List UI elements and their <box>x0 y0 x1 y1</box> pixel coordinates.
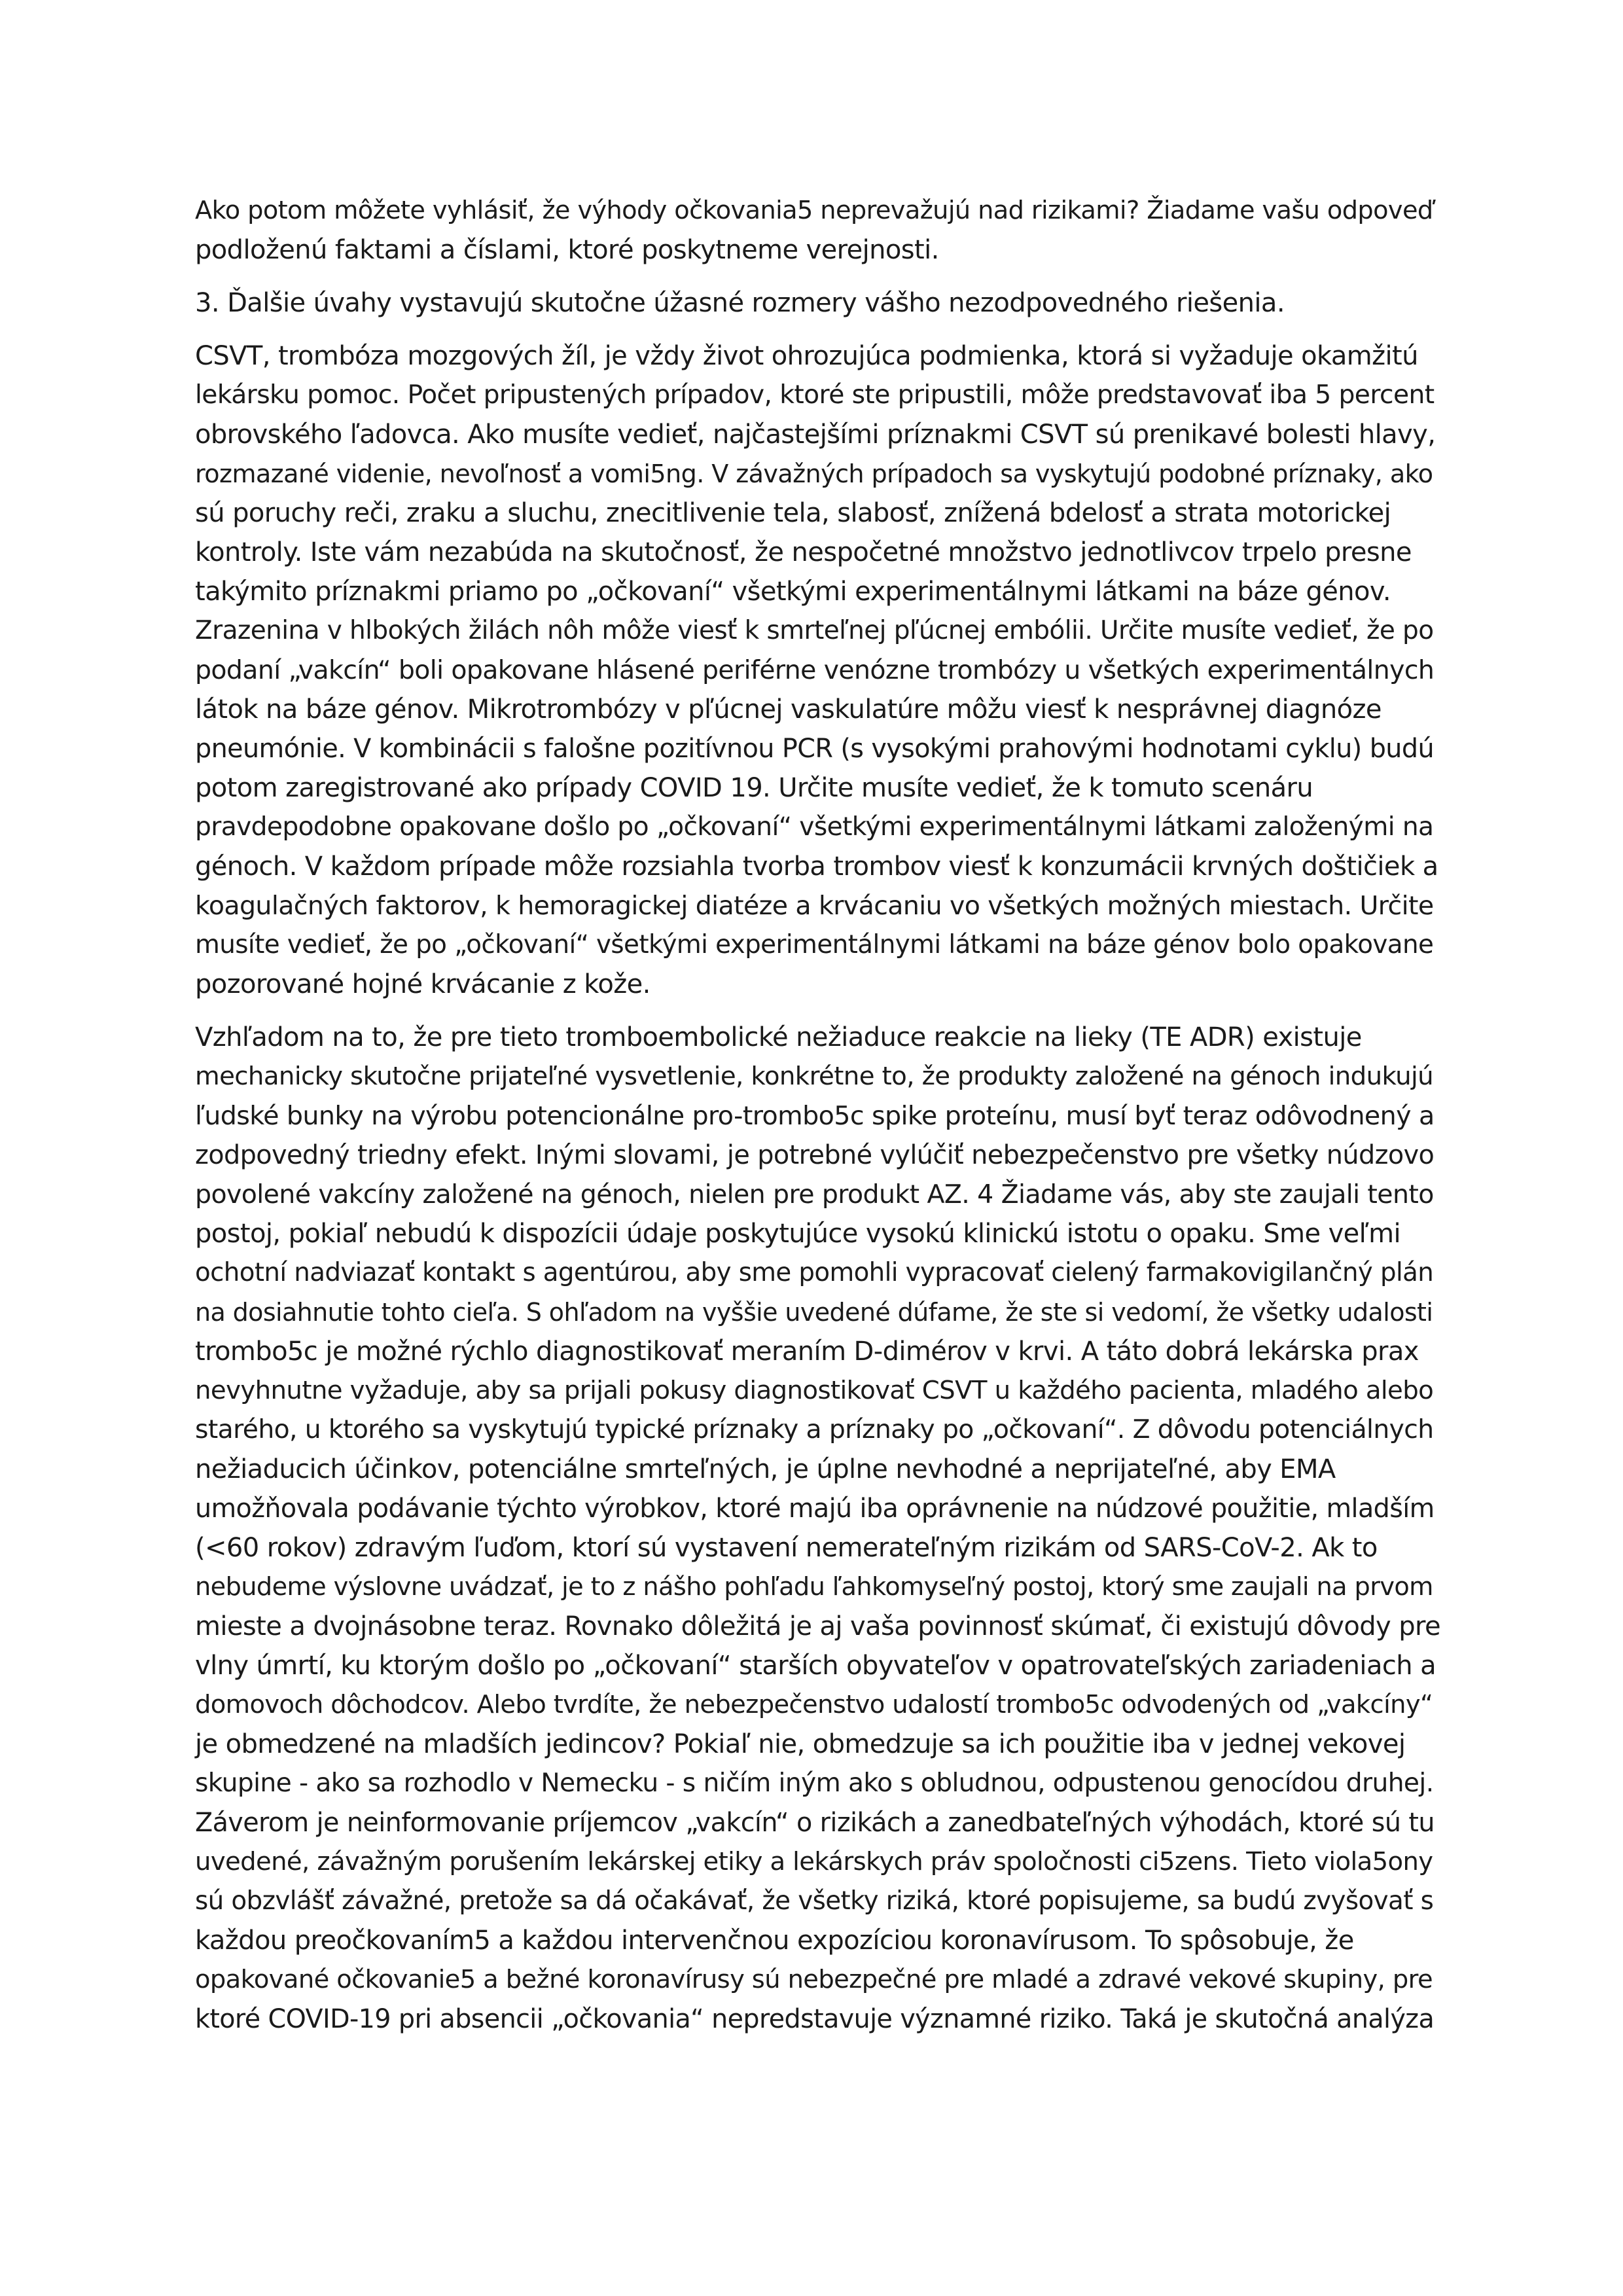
text-line: podloženú faktami a číslami, ktoré poskytneme verejnosti. <box>195 235 939 265</box>
text-line: pravdepodobne opakovane došlo po „očkovaní“ všetkými experimentálnymi látkami založenými na <box>195 812 1434 842</box>
text-line: kontroly. Iste vám nezabúda na skutočnosť, že nespočetné množstvo jednotlivcov trpelo presne <box>195 537 1412 567</box>
text-line: trombo5c je možné rýchlo diagnostikovať meraním D-dimérov v krvi. A táto dobrá lekárska prax <box>195 1336 1419 1367</box>
text-line: nežiaducich účinkov, potenciálne smrteľných, je úplne nevhodné a neprijateľné, aby EMA <box>195 1454 1336 1484</box>
text-line: lekársku pomoc. Počet pripustených prípadov, ktoré ste pripustili, môže predstavovať iba 5 percent <box>195 380 1435 410</box>
text-line: musíte vedieť, že po „očkovaní“ všetkými experimentálnymi látkami na báze génov bolo opakovane <box>195 930 1434 960</box>
text-line: sú obzvlášť závažné, pretože sa dá očakávať, že všetky riziká, ktoré popisujeme, sa budú zvyšovať s <box>195 1886 1434 1916</box>
paragraph-1 <box>195 191 1441 270</box>
text-line: Vzhľadom na to, že pre tieto tromboembolické nežiaduce reakcie na lieky (TE ADR) existuje <box>195 1022 1362 1052</box>
text-line: domovoch dôchodcov. Alebo tvrdíte, že nebezpečenstvo udalostí trombo5c odvodených od „vakcíny“ <box>195 1690 1433 1719</box>
paragraph-3 <box>195 336 1441 1004</box>
text-line: koagulačných faktorov, k hemoragickej diatéze a krvácaniu vo všetkých možných miestach. Určite <box>195 891 1434 921</box>
text-line: CSVT, trombóza mozgových žíl, je vždy život ohrozujúca podmienka, ktorá si vyžaduje okamžitú <box>195 341 1418 371</box>
text-line: nevyhnutne vyžaduje, aby sa prijali pokusy diagnostikovať CSVT u každého pacienta, mladého alebo <box>195 1376 1434 1405</box>
text-line: rozmazané videnie, nevoľnosť a vomi5ng. V závažných prípadoch sa vyskytujú podobné príznaky, ako <box>195 459 1433 488</box>
paragraph-4 <box>195 1018 1441 2039</box>
text-line: postoj, pokiaľ nebudú k dispozícii údaje poskytujúce vysokú klinickú istotu o opaku. Sme veľmi <box>195 1219 1400 1249</box>
text-line: Zrazenina v hlbokých žilách nôh môže viesť k smrteľnej pľúcnej embólii. Určite musíte vedieť, že po <box>195 616 1434 645</box>
text-line: na dosiahnutie tohto cieľa. S ohľadom na vyššie uvedené dúfame, že ste si vedomí, že všetky udalosti <box>195 1298 1433 1327</box>
text-line: uvedené, závažným porušením lekárskej etiky a lekárskych práv spoločnosti ci5zens. Tieto viola5ony <box>195 1847 1433 1876</box>
text-line: Záverom je neinformovanie príjemcov „vakcín“ o rizikách a zanedbateľných výhodách, ktoré sú tu <box>195 1808 1435 1838</box>
text-line: podaní „vakcín“ boli opakovane hlásené periférne venózne trombózy u všetkých experimentálnych <box>195 655 1435 685</box>
paragraph-2 <box>195 283 1441 323</box>
text-line: opakované očkovanie5 a bežné koronavírusy sú nebezpečné pre mladé a zdravé vekové skupiny, pre <box>195 1965 1433 1994</box>
text-line: umožňovala podávanie týchto výrobkov, ktoré majú iba oprávnenie na núdzové použitie, mladším <box>195 1494 1435 1524</box>
text-line: 3. Ďalšie úvahy vystavujú skutočne úžasné rozmery vášho nezodpovedného riešenia. <box>195 288 1285 318</box>
text-line: ochotní nadviazať kontakt s agentúrou, aby sme pomohli vypracovať cielený farmakovigilančný plán <box>195 1258 1434 1287</box>
text-line: ľudské bunky na výrobu potencionálne pro-trombo5c spike proteínu, musí byť teraz odôvodnený a <box>195 1101 1435 1131</box>
text-line: ktoré COVID-19 pri absencii „očkovania“ nepredstavuje významné riziko. Taká je skutočná analýza <box>195 2004 1435 2034</box>
text-line: povolené vakcíny založené na génoch, nielen pre produkt AZ. 4 Žiadame vás, aby ste zaujali tento <box>195 1179 1434 1210</box>
text-line: potom zaregistrované ako prípady COVID 19. Určite musíte vedieť, že k tomuto scenáru <box>195 773 1313 803</box>
text-line: každou preočkovaním5 a každou intervenčnou expozíciou koronavírusom. To spôsobuje, že <box>195 1926 1354 1956</box>
text-line: takýmito príznakmi priamo po „očkovaní“ všetkými experimentálnymi látkami na báze génov. <box>195 577 1391 607</box>
text-line: mieste a dvojnásobne teraz. Rovnako dôležitá je aj vaša povinnosť skúmať, či existujú dôvody pre <box>195 1611 1440 1641</box>
text-line: zodpovedný triedny efekt. Inými slovami, je potrebné vylúčiť nebezpečenstvo pre všetky núdzovo <box>195 1140 1435 1170</box>
text-line: obrovského ľadovca. Ako musíte vedieť, najčastejšími príznakmi CSVT sú prenikavé bolesti hlavy, <box>195 420 1436 450</box>
text-line: mechanicky skutočne prijateľné vysvetlenie, konkrétne to, že produkty založené na génoch indukujú <box>195 1062 1434 1091</box>
text-line: Ako potom môžete vyhlásiť, že výhody očkovania5 neprevažujú nad rizikami? Žiadame vašu odpoveď <box>195 196 1433 225</box>
text-line: (<60 rokov) zdravým ľuďom, ktorí sú vystavení nemerateľným rizikám od SARS-CoV-2. Ak to <box>195 1533 1378 1563</box>
text-line: pozorované hojné krvácanie z kože. <box>195 969 651 999</box>
text-line: skupine - ako sa rozhodlo v Nemecku - s ničím iným ako s obludnou, odpustenou genocídou druhej. <box>195 1768 1434 1798</box>
text-line: génoch. V každom prípade môže rozsiahla tvorba trombov viesť k konzumácii krvných doštičiek a <box>195 852 1438 882</box>
text-line: je obmedzené na mladších jedincov? Pokiaľ nie, obmedzuje sa ich použitie iba v jednej vekovej <box>195 1729 1406 1759</box>
text-line: látok na báze génov. Mikrotrombózy v pľúcnej vaskulatúre môžu viesť k nesprávnej diagnóze <box>195 694 1382 725</box>
document-page <box>195 191 1441 2053</box>
text-line: starého, u ktorého sa vyskytujú typické príznaky a príznaky po „očkovaní“. Z dôvodu potenciálnych <box>195 1415 1434 1444</box>
text-line: vlny úmrtí, ku ktorým došlo po „očkovaní“ starších obyvateľov v opatrovateľských zariadeniach a <box>195 1651 1436 1681</box>
text-line: pneumónie. V kombinácii s falošne pozitívnou PCR (s vysokými prahovými hodnotami cyklu) budú <box>195 734 1435 764</box>
text-line: sú poruchy reči, zraku a sluchu, znecitlivenie tela, slabosť, znížená bdelosť a strata motorickej <box>195 498 1391 528</box>
text-line: nebudeme výslovne uvádzať, je to z nášho pohľadu ľahkomyseľný postoj, ktorý sme zaujali na prvom <box>195 1572 1433 1602</box>
